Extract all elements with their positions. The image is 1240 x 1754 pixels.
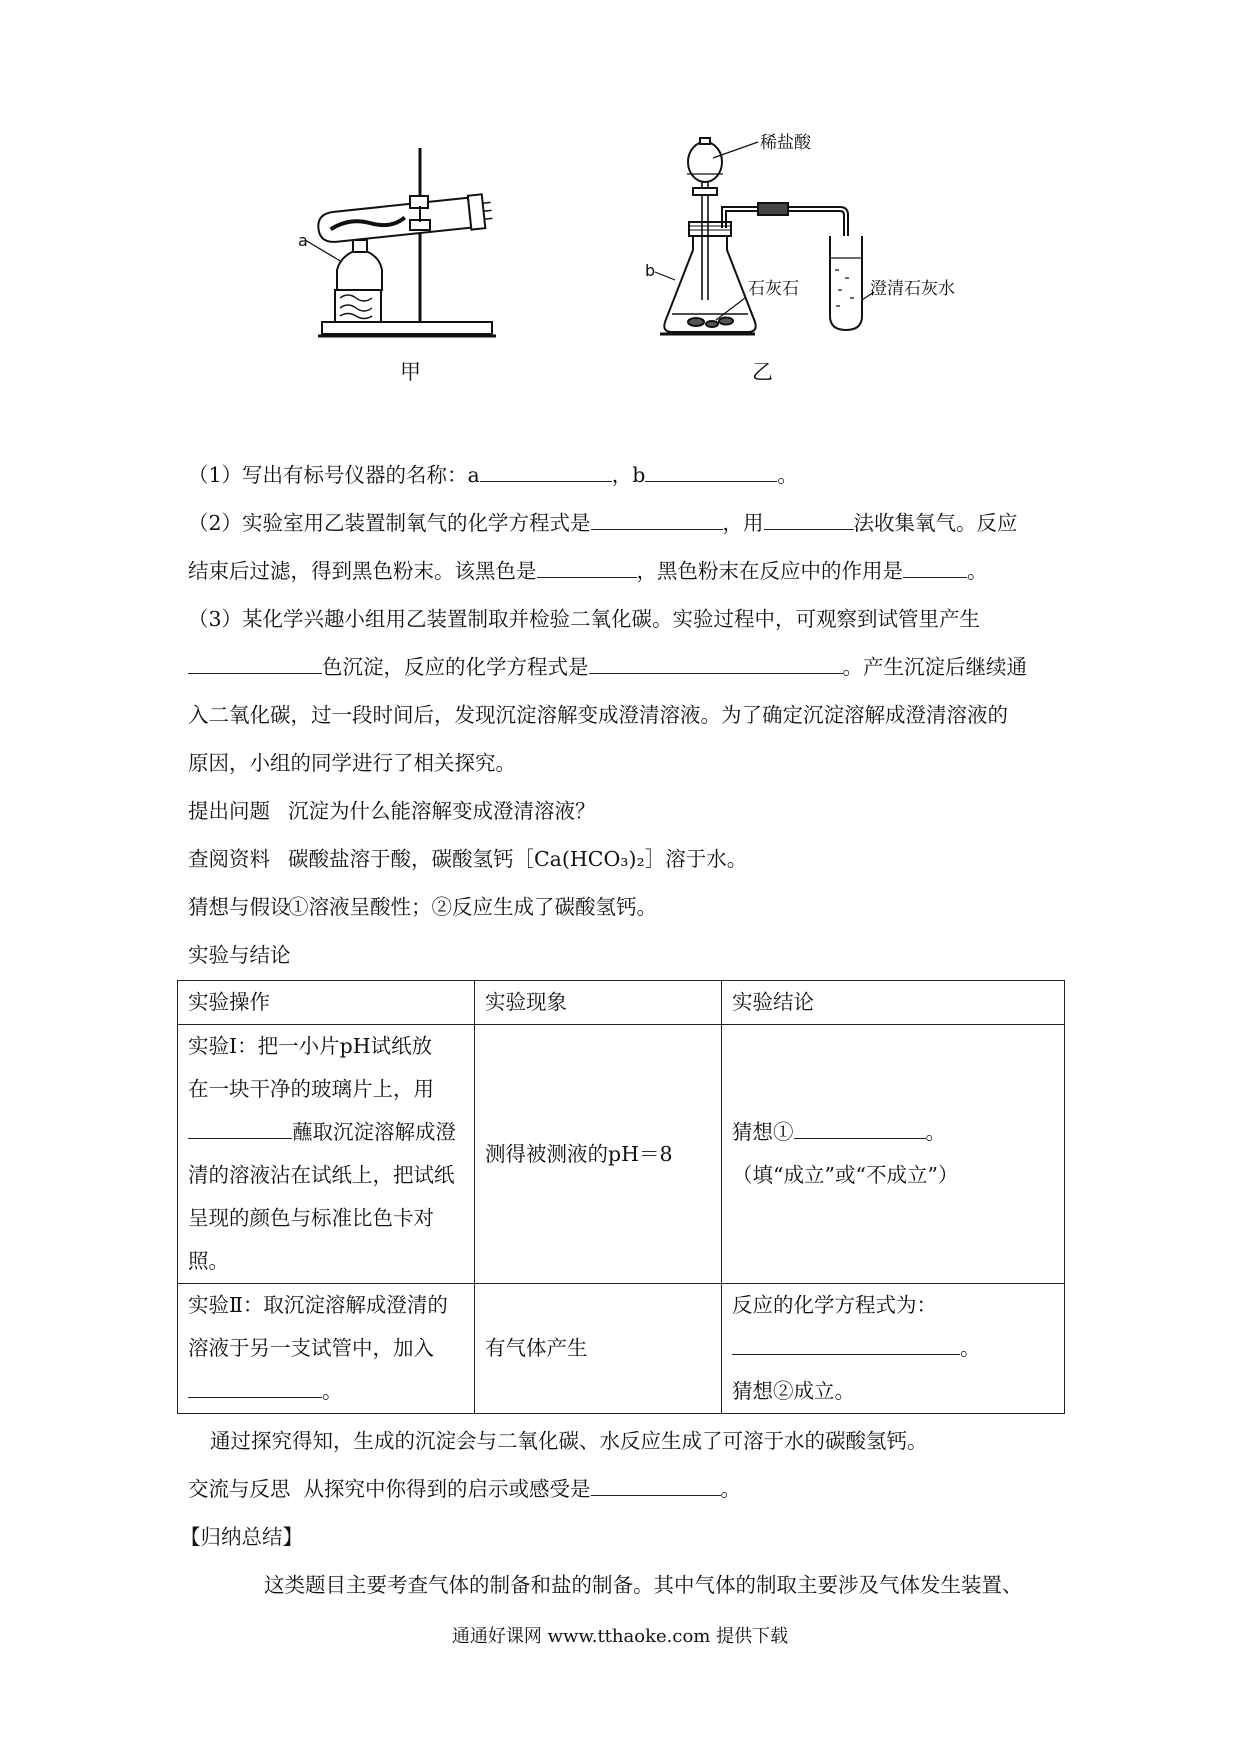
row2-phenomenon: 有气体产生 [475,1284,722,1414]
blank-reagent[interactable] [188,1379,322,1398]
caption-yi: 乙 [752,360,773,384]
blank-equation-gas[interactable] [732,1336,960,1355]
blank-reflection[interactable] [591,1477,721,1496]
apparatus-drawing [0,0,1240,400]
caption-jia: 甲 [400,360,421,384]
row1-operation: 实验Ⅰ：把一小片pH试纸放 在一块干净的玻璃片上，用 蘸取沉淀溶解成澄 清的溶液沾在试纸上，把试纸 呈现的颜色与标准比色卡对 照。 [178,1025,475,1284]
blank-equation-co2[interactable] [589,655,843,674]
label-funnel: 稀盐酸 [760,133,811,153]
blank-collect-method[interactable] [764,511,854,530]
question-3-line-3: 入二氧化碳，过一段时间后，发现沉淀溶解变成澄清溶液。为了确定沉淀溶解成澄清溶液的 [188,703,1008,727]
label-a: a [298,231,308,250]
label-b: b [645,261,656,280]
table-row [178,1025,1065,1284]
question-3-line-1: （3）某化学兴趣小组用乙装置制取并检验二氧化碳。实验过程中，可观察到试管里产生 [188,607,981,631]
blank-hypothesis-1[interactable] [794,1120,926,1139]
question-1: （1）写出有标号仪器的名称：a ，b 。 [188,463,798,487]
blank-dip-tool[interactable] [188,1120,292,1139]
row2-conclusion: 反应的化学方程式为： 。 猜想②成立。 [722,1284,1065,1414]
blank-b[interactable] [645,463,777,482]
row1-phenomenon: 测得被测液的pH＝8 [475,1025,722,1284]
question-2-line-1: （2）实验室用乙装置制氧气的化学方程式是 ，用 法收集氧气。反应 [188,511,1018,535]
inquiry-question: 提出问题 沉淀为什么能溶解变成澄清溶液？ [188,799,596,823]
header-conclusion: 实验结论 [722,981,1065,1025]
blank-a[interactable] [480,463,612,482]
header-phenomenon: 实验现象 [475,981,722,1025]
blank-powder-role[interactable] [903,559,967,578]
summary-line: 通过探究得知，生成的沉淀会与二氧化碳、水反应生成了可溶于水的碳酸氢钙。 [210,1429,928,1453]
page-footer: 通通好课网 www.tthaoke.com 提供下载 [451,1626,789,1647]
blank-equation-o2[interactable] [591,511,723,530]
table-row [178,1284,1065,1414]
table-header-row [178,981,1065,1025]
question-2-line-2: 结束后过滤，得到黑色粉末。该黑色是 ，黑色粉末在反应中的作用是 。 [188,559,988,583]
label-tube: 澄清石灰水 [870,279,955,299]
row1-conclusion: 猜想① 。 （填“成立”或“不成立”） [722,1025,1065,1284]
inquiry-hypothesis: 猜想与假设①溶液呈酸性；②反应生成了碳酸氢钙。 [188,895,657,919]
header-operation: 实验操作 [178,981,475,1025]
apparatus-figures [0,0,1240,400]
blank-black-powder[interactable] [537,559,637,578]
summary-paragraph: 这类题目主要考查气体的制备和盐的制备。其中气体的制取主要涉及气体发生装置、 [264,1573,1023,1597]
reflection-line: 交流与反思 从探究中你得到的启示或感受是 。 [188,1477,742,1501]
row2-operation: 实验Ⅱ：取沉淀溶解成澄清的 溶液于另一支试管中，加入 。 [178,1284,475,1414]
question-3-line-4: 原因，小组的同学进行了相关探究。 [188,751,516,775]
apparatus-jia [305,148,496,336]
label-solid: 石灰石 [748,279,799,299]
section-heading-summary: 【归纳总结】 [180,1525,303,1549]
question-3-line-2: 色沉淀，反应的化学方程式是 。产生沉淀后继续通 [188,654,1068,680]
blank-precipitate-color[interactable] [188,655,322,674]
inquiry-info: 查阅资料 碳酸盐溶于酸，碳酸氢钙［Ca(HCO₃)₂］溶于水。 [188,847,748,871]
apparatus-yi [655,138,874,334]
section-experiment-title: 实验与结论 [188,943,291,967]
experiment-table [177,980,1065,1414]
